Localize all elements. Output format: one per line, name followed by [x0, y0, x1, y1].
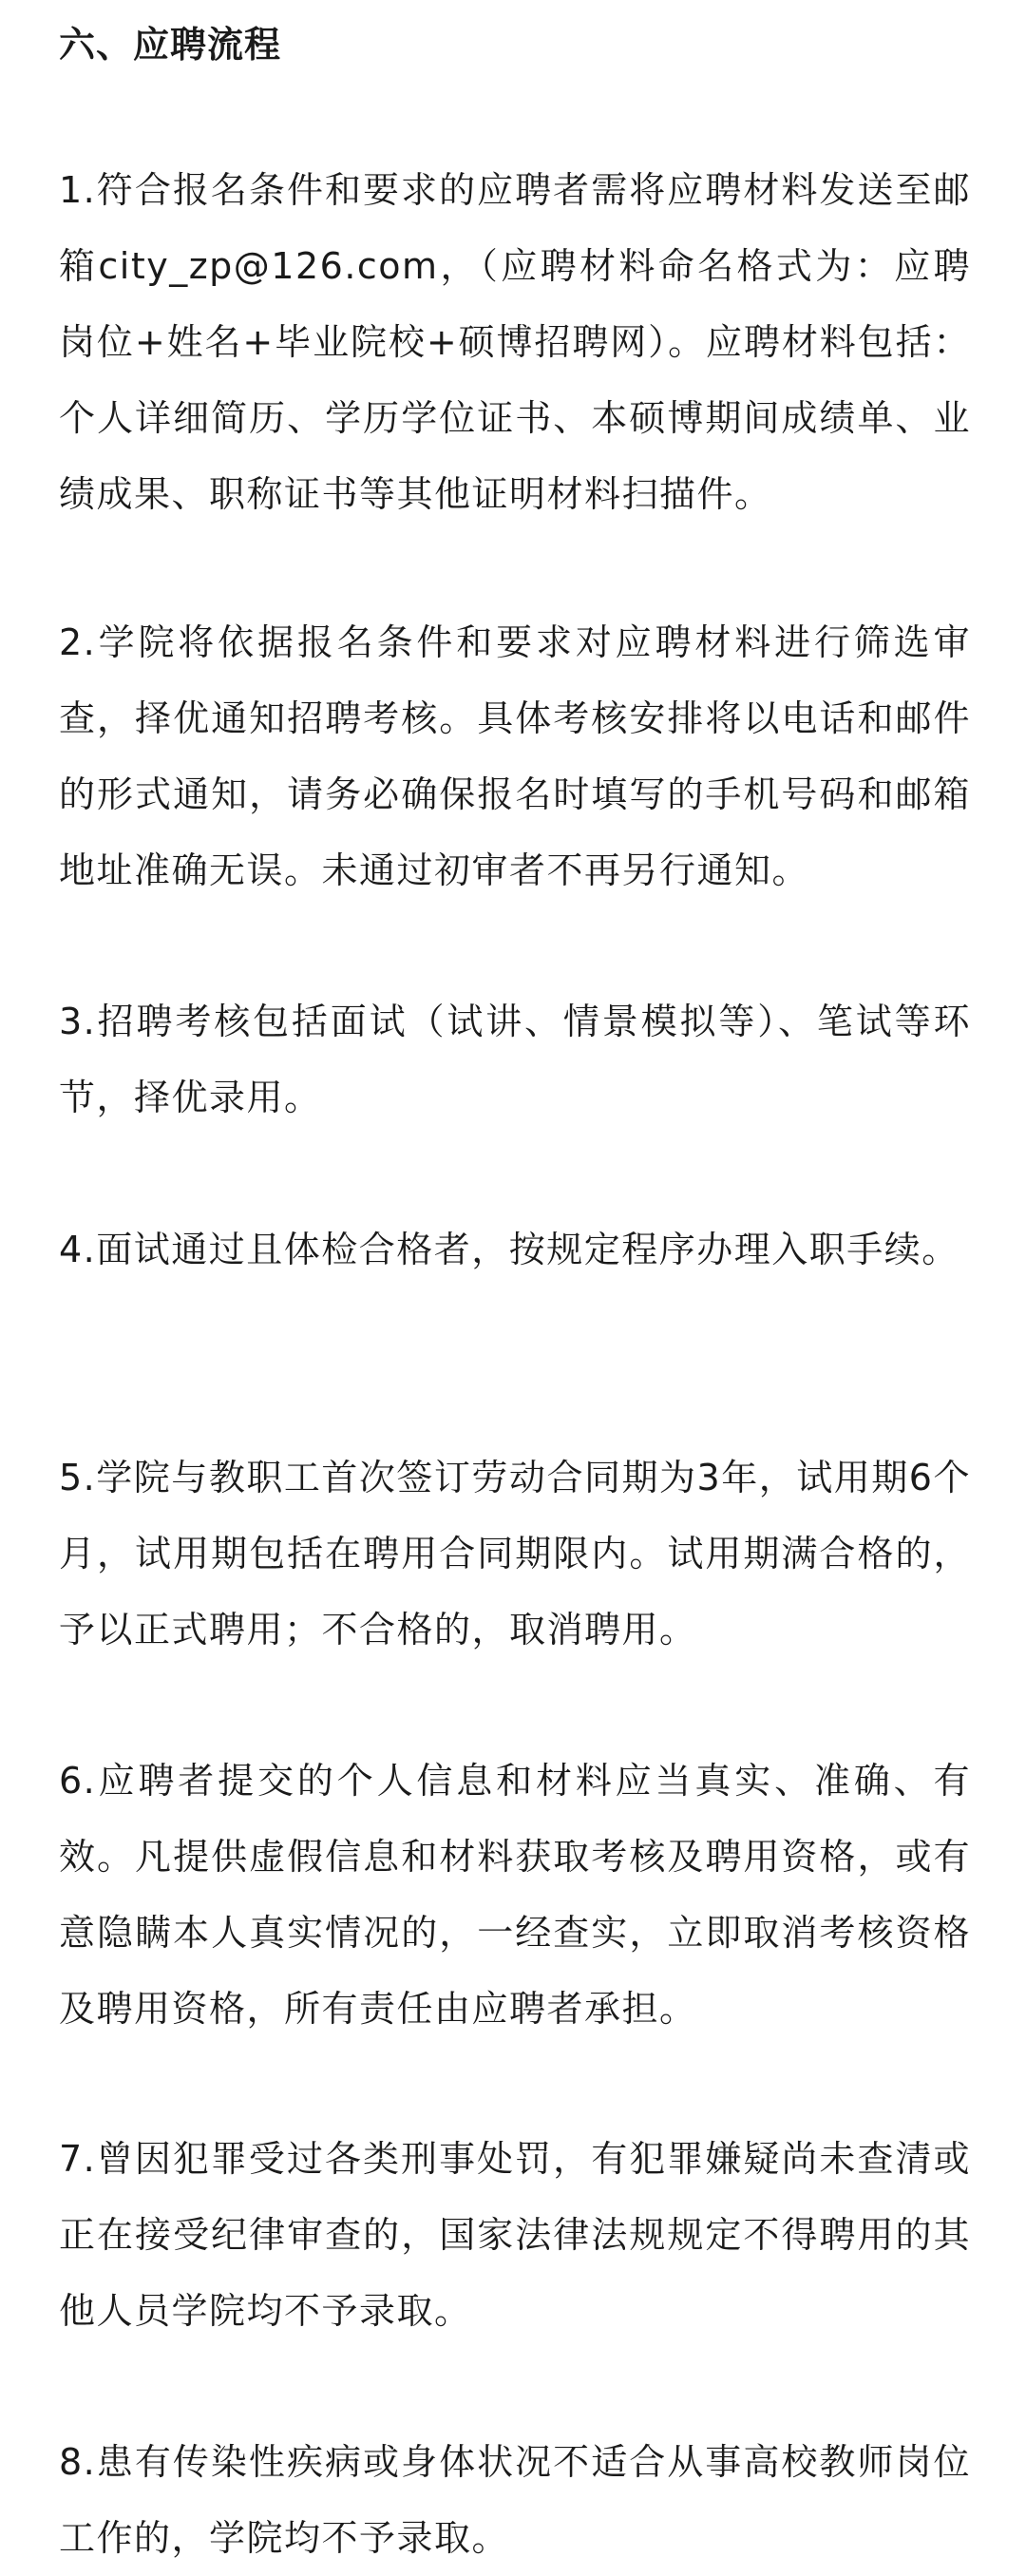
- paragraph-1: 1.符合报名条件和要求的应聘者需将应聘材料发送至邮箱city_zp@126.com，（应聘材料命名格式为：应聘岗位+姓名+毕业院校+硕博招聘网）。应聘材料包括：个人详细简历、学历学位证书、本硕博期间成绩单、业绩成果、职称证书等其他证明材料扫描件。: [59, 169, 971, 515]
- section-title: 六、应聘流程: [59, 24, 282, 66]
- paragraph-3: 3.招聘考核包括面试（试讲、情景模拟等）、笔试等环节，择优录用。: [59, 1001, 971, 1118]
- paragraph-8: 8.患有传染性疾病或身体状况不适合从事高校教师岗位工作的，学院均不予录取。: [59, 2441, 971, 2559]
- paragraph-2: 2.学院将依据报名条件和要求对应聘材料进行筛选审查，择优通知招聘考核。具体考核安排将以电话和邮件的形式通知，请务必确保报名时填写的手机号码和邮箱地址准确无误。未通过初审者不再另行通知。: [59, 621, 971, 891]
- paragraph-5: 5.学院与教职工首次签订劳动合同期为3年，试用期6个月，试用期包括在聘用合同期限内。试用期满合格的，予以正式聘用；不合格的，取消聘用。: [59, 1457, 971, 1651]
- paragraph-6: 6.应聘者提交的个人信息和材料应当真实、准确、有效。凡提供虚假信息和材料获取考核及聘用资格，或有意隐瞒本人真实情况的，一经查实，立即取消考核资格及聘用资格，所有责任由应聘者承担。: [59, 1760, 971, 2030]
- paragraph-7: 7.曾因犯罪受过各类刑事处罚，有犯罪嫌疑尚未查清或正在接受纪律审查的，国家法律法规规定不得聘用的其他人员学院均不予录取。: [59, 2138, 971, 2332]
- paragraph-4: 4.面试通过且体检合格者，按规定程序办理入职手续。: [59, 1229, 960, 1270]
